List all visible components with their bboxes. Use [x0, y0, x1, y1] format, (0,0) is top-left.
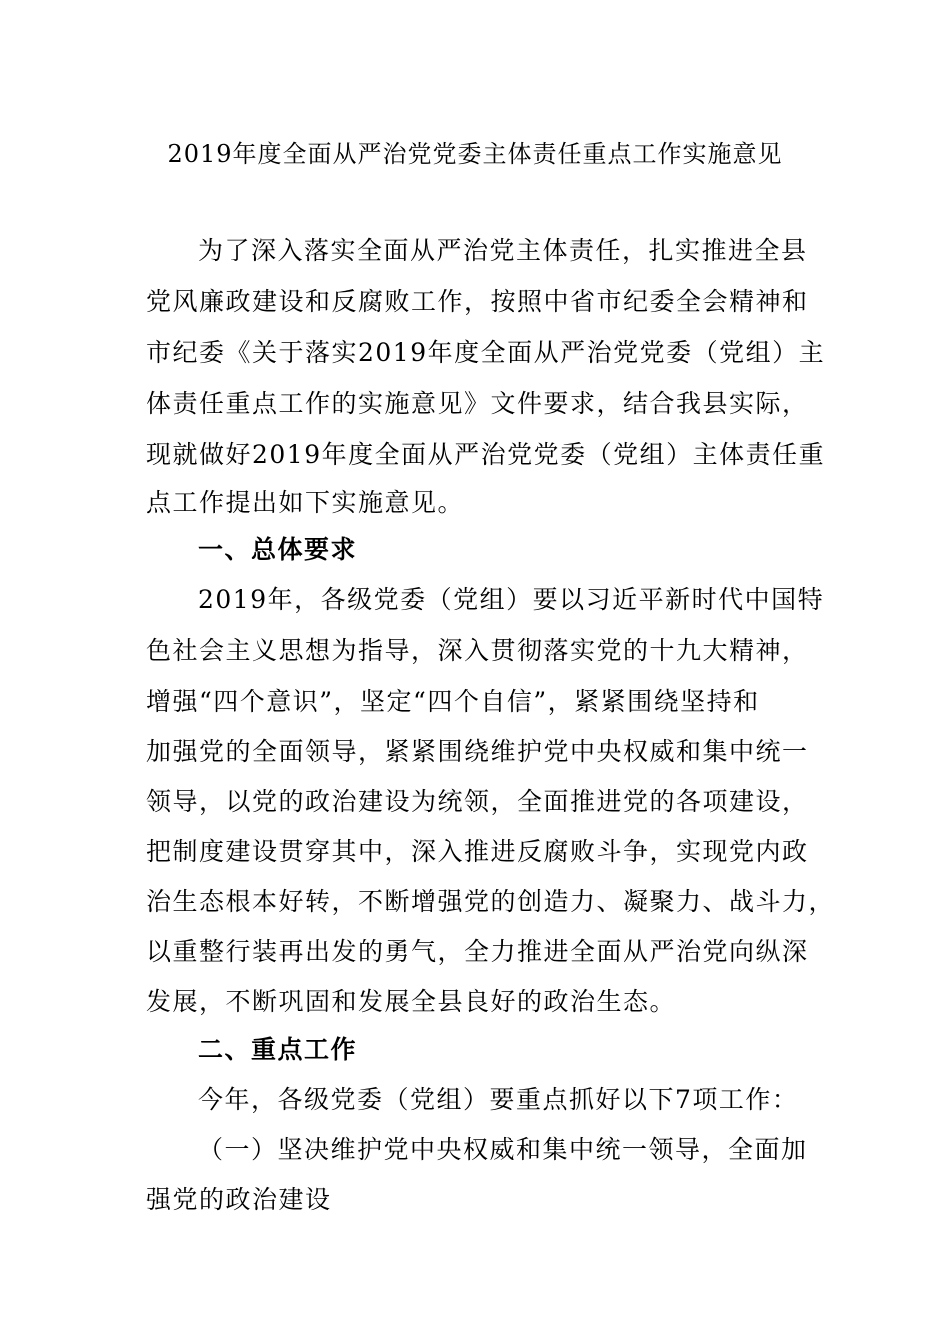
paragraph-line: 增强“四个意识”，坚定“四个自信”，紧紧围绕坚持和: [146, 687, 760, 716]
paragraph-line: 为了深入落实全面从严治党主体责任，扎实推进全县: [198, 236, 808, 265]
paragraph-line: 治生态根本好转，不断增强党的创造力、凝聚力、战斗力，: [146, 887, 836, 916]
paragraph-line: 今年，各级党委（党组）要重点抓好以下7项工作：: [198, 1085, 799, 1114]
paragraph-line: 党风廉政建设和反腐败工作，按照中省市纪委全会精神和: [146, 287, 809, 316]
section-heading-1: 一、总体要求: [198, 535, 358, 564]
paragraph-line: 体责任重点工作的实施意见》文件要求，结合我县实际，: [146, 389, 809, 418]
paragraph-line: 发展，不断巩固和发展全县良好的政治生态。: [146, 987, 677, 1016]
paragraph-line: 领导，以党的政治建设为统领，全面推进党的各项建设，: [146, 787, 809, 816]
paragraph-line: 市纪委《关于落实2019年度全面从严治党党委（党组）主: [146, 338, 826, 367]
paragraph-line: 强党的政治建设: [146, 1185, 332, 1214]
paragraph-line: 把制度建设贯穿其中，深入推进反腐败斗争，实现党内政: [146, 837, 809, 866]
document-title: 2019年度全面从严治党党委主体责任重点工作实施意见: [167, 140, 783, 168]
paragraph-line: 色社会主义思想为指导，深入贯彻落实党的十九大精神，: [146, 636, 809, 665]
subsection-heading-1: （一）坚决维护党中央权威和集中统一领导，全面加: [198, 1135, 808, 1164]
paragraph-line: 现就做好2019年度全面从严治党党委（党组）主体责任重: [146, 440, 826, 469]
paragraph-line: 2019年，各级党委（党组）要以习近平新时代中国特: [198, 585, 825, 614]
paragraph-line: 以重整行装再出发的勇气，全力推进全面从严治党向纵深: [146, 937, 809, 966]
section-heading-2: 二、重点工作: [198, 1035, 358, 1064]
paragraph-line: 点工作提出如下实施意见。: [146, 488, 465, 517]
paragraph-line: 加强党的全面领导，紧紧围绕维护党中央权威和集中统一: [146, 737, 809, 766]
